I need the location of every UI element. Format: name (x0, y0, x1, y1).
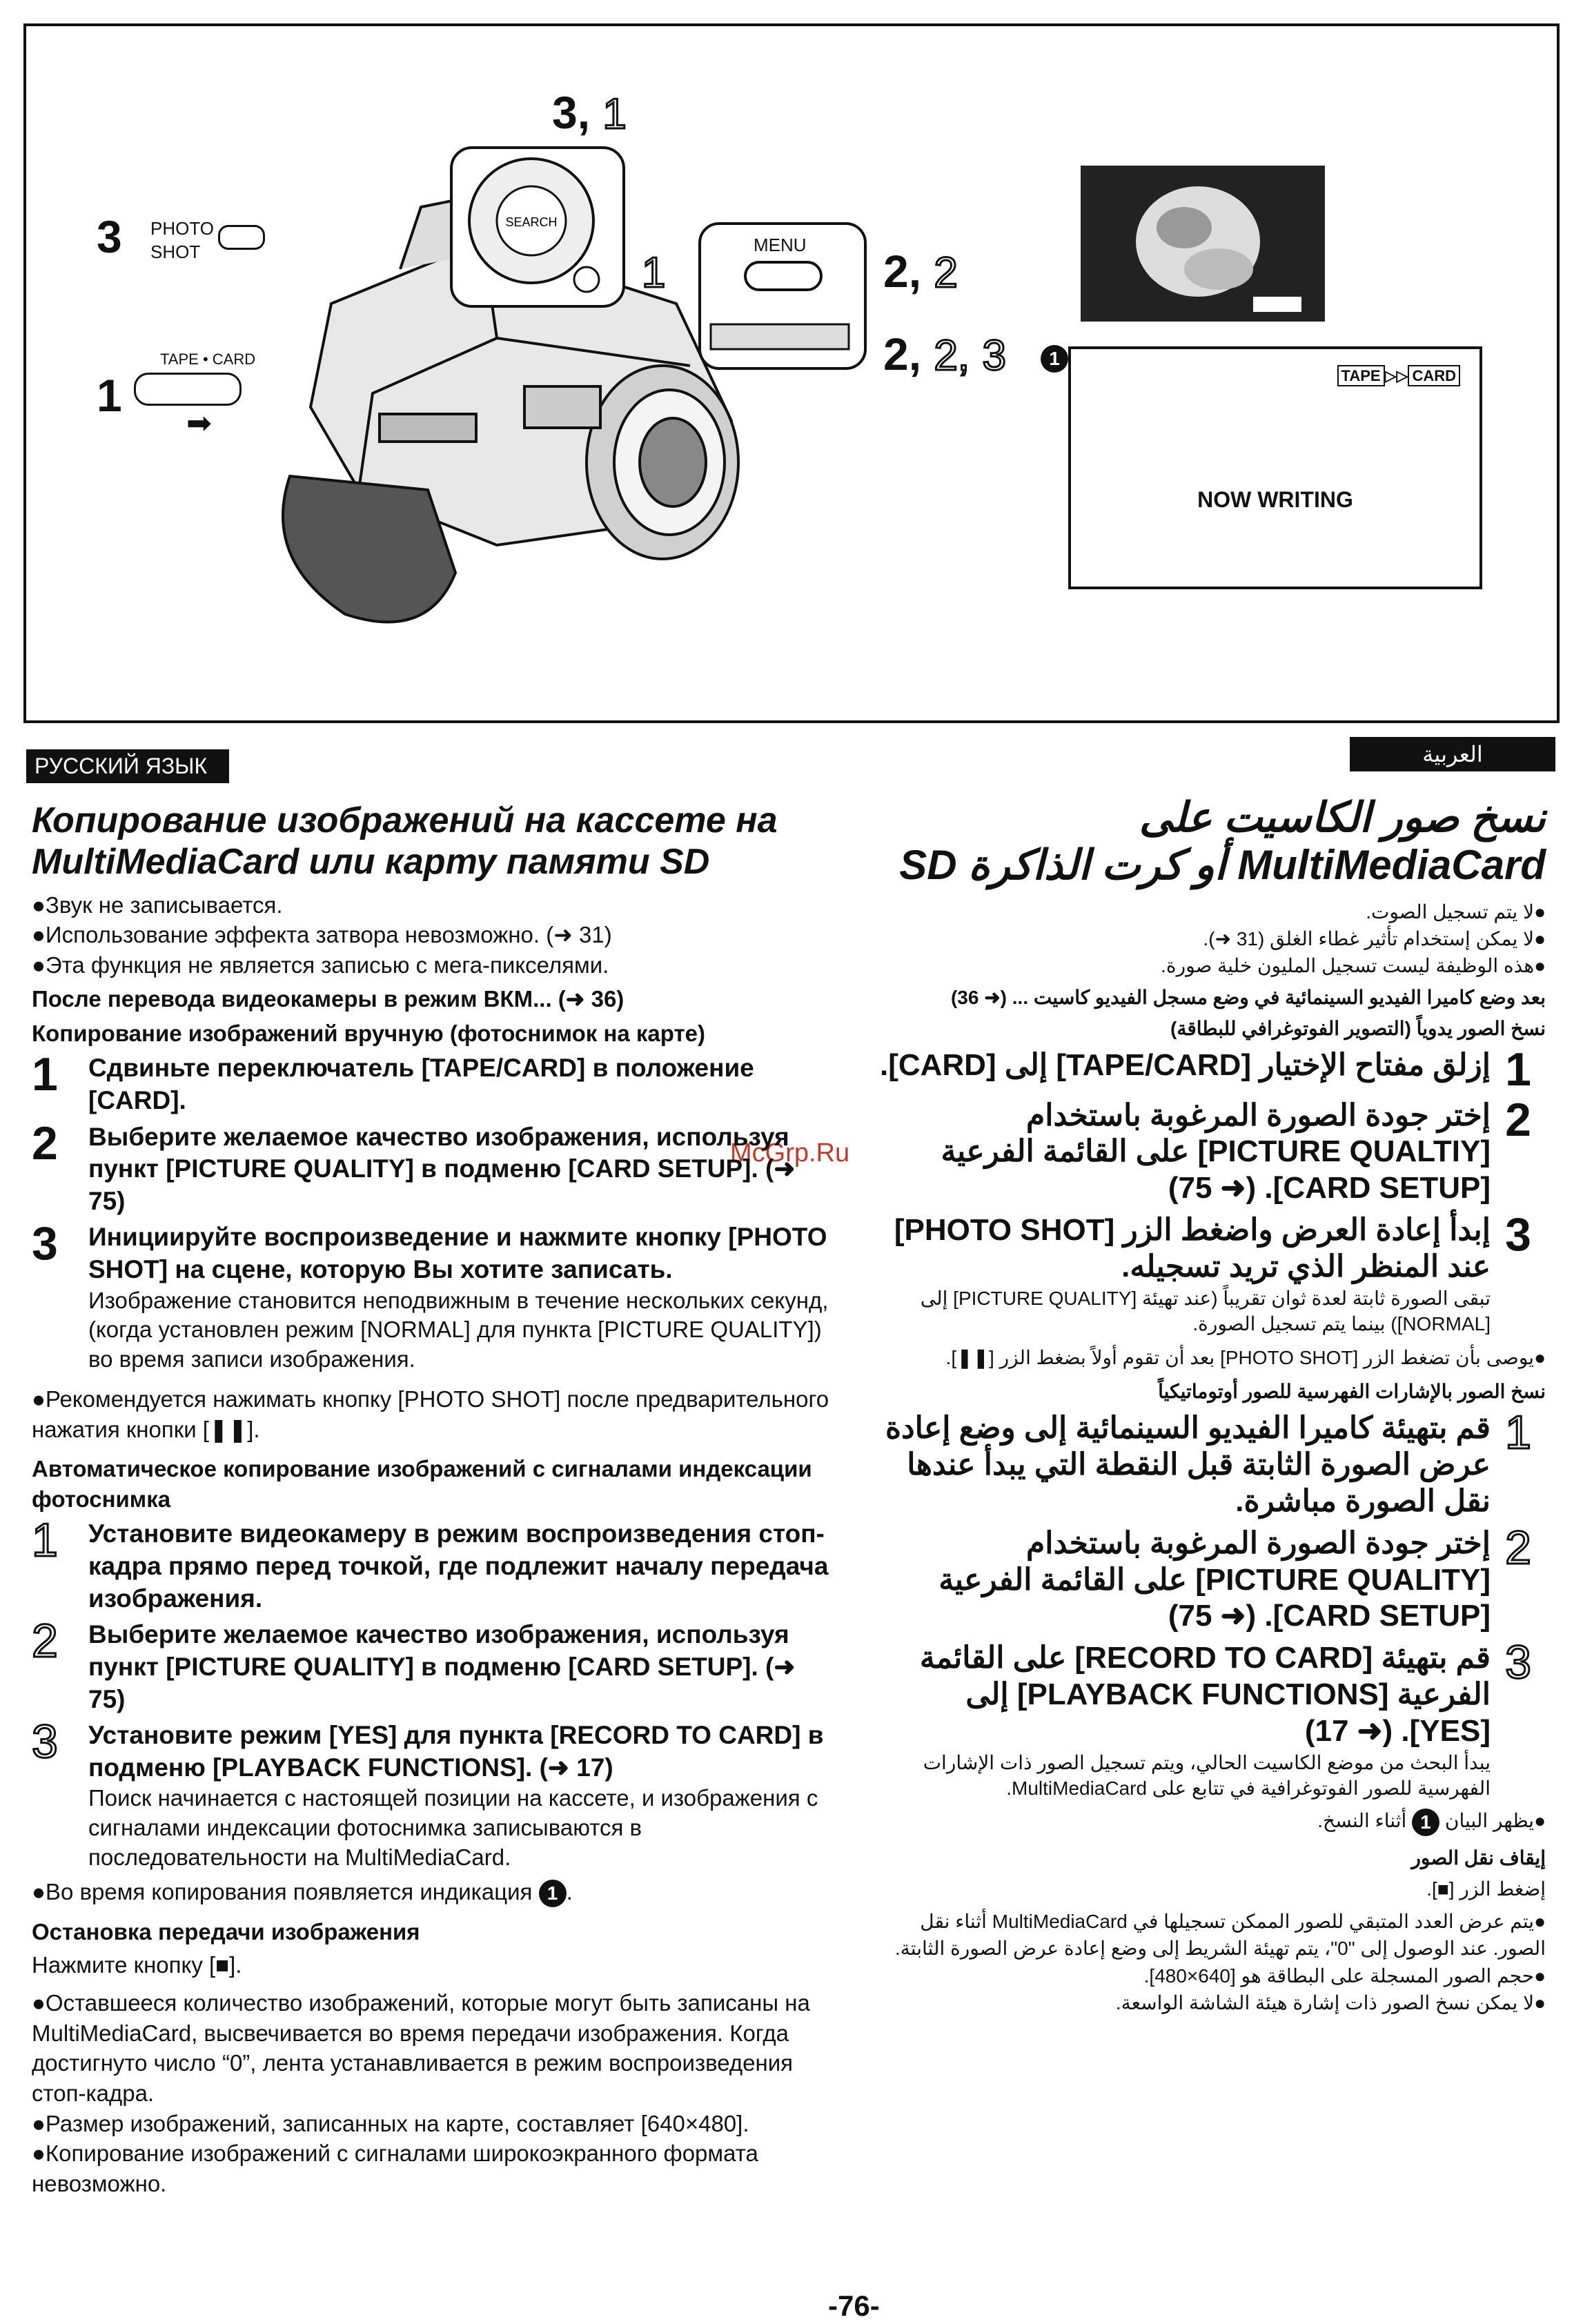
step-number: 2 (32, 1116, 58, 1170)
callout-dial-step: 3, 1 (552, 87, 627, 138)
ru-auto-step (32, 1615, 832, 1715)
step-subtext: Изображение становится неподвижным в течение нескольких секунд, (когда установлен режим [NORMAL] для пункта [PICTURE QUALITY]) во время записи изображения. (88, 1287, 829, 1372)
step-number: 2 (32, 1615, 58, 1668)
ar-final-note: ●لا يمكن نسخ الصور ذات إشارة هيئة الشاشة الواسعة. (1115, 1991, 1546, 2013)
ru-final-note: ●Размер изображений, записанных на карте, составляет [640×480]. (32, 2110, 749, 2136)
ru-auto-step (32, 1514, 832, 1615)
step-number: 2 (1505, 1521, 1531, 1574)
ar-auto-step (876, 1406, 1546, 1519)
step-text: قم بتهيئة [RECORD TO CARD] على القائمة الفرعية [PLAYBACK FUNCTIONS] إلى [YES]. (➜ 17) (919, 1641, 1491, 1748)
ar-auto-step (876, 1521, 1546, 1635)
indicator-badge: 1 (539, 1880, 567, 1907)
language-label-russian: РУССКИЙ ЯЗЫК (26, 749, 229, 783)
ru-manual-note: ●Рекомендуется нажимать кнопку [PHOTO SHOT] после предварительного нажатия кнопки [❚❚]. (32, 1386, 829, 1442)
ar-title: نسخ صور الكاسيت على MultiMediaCard أو كرت الذاكرة SD (899, 794, 1546, 888)
ru-note: ●Звук не записывается. (32, 892, 283, 918)
ar-final-note: ●حجم الصور المسجلة على البطاقة هو [640×480]. (1143, 1964, 1546, 1987)
step-subtext: Поиск начинается с настоящей позиции на кассете, и изображения с сигналами индексации фотоснимка записываются в последовательности на MultiMediaCard. (88, 1785, 818, 1871)
ru-manual-step (32, 1048, 832, 1116)
lcd-status-text: NOW WRITING (1197, 487, 1353, 512)
ar-manual-step (876, 1043, 1546, 1096)
step-text: إبدأ إعادة العرض واضغط الزر [PHOTO SHOT] عند المنظر الذي تريد تسجيله. (894, 1212, 1491, 1283)
ru-stop-text: Нажмите кнопку [■]. (32, 1951, 242, 1978)
language-label-arabic: العربية (1350, 737, 1555, 771)
preview-photo (1081, 166, 1325, 322)
ru-auto-heading: Автоматическое копирование изображений с сигналами индексации фотоснимка (32, 1456, 812, 1512)
watermark: McGrp.Ru (730, 1139, 850, 1168)
step-number: 3 (1505, 1636, 1531, 1689)
step-text: قم بتهيئة كاميرا الفيديو السينمائية إلى وضع إعادة عرض الصورة الثابتة قبل النقطة التي يبدأ عندها نقل الصورة مباشرة. (885, 1411, 1491, 1519)
page-number: -76- (828, 2289, 880, 2322)
step-subtext: يبدأ البحث من موضع الكاسيت الحالي، ويتم تسجيل الصور ذات الإشارات الفهرسية للصور الفوتوغرافية في تتابع على MultiMediaCard. (923, 1751, 1491, 1800)
callout-tape-card: 1 (97, 370, 122, 421)
ru-title: Копирование изображений на кассете на MultiMediaCard или карту памяти SD (32, 800, 778, 882)
step-text: Сдвиньте переключатель [TAPE/CARD] в положение [CARD]. (88, 1054, 754, 1114)
ru-after-mode: После перевода видеокамеры в режим ВКМ... (➜ 36) (32, 986, 625, 1012)
ru-note: ●Использование эффекта затвора невозможно. (➜ 31) (32, 922, 612, 948)
ru-manual-step (32, 1217, 832, 1375)
callout-photo-shot: 3 (97, 211, 122, 262)
russian-column (32, 800, 832, 2198)
ar-auto-note: ●يظهر البيان 1 أثناء النسخ. (876, 1807, 1546, 1836)
ar-auto-heading: نسخ الصور بالإشارات الفهرسية للصور أوتوماتيكياً (1158, 1381, 1546, 1403)
step-text: Установите режим [YES] для пункта [RECORD TO CARD] в подменю [PLAYBACK FUNCTIONS]. (➜ 17) (88, 1721, 824, 1782)
arrow-right-icon: ➡ (186, 406, 212, 440)
ru-final-note: ●Оставшееся количество изображений, которые могут быть записаны на MultiMediaCard, высвечивается во время передачи изображения. Когда достигнуто число “0”, лента устанавливается в режим воспроизведения стоп-кадра. (32, 1990, 810, 2107)
tape-card-indicator: TAPE ▷▷ CARD (1337, 367, 1460, 385)
step-text: إختر جودة الصورة المرغوبة باستخدام [PICTURE QUALTIY] على القائمة الفرعية [CARD SETUP]. (➜ 75) (941, 1098, 1491, 1205)
lcd-indicator-badge: 1 (1041, 345, 1068, 373)
photo-shot-button (218, 225, 265, 250)
step-text: إزلق مفتاح الإختيار [TAPE/CARD] إلى [CARD]. (879, 1047, 1491, 1082)
step-text: Выберите желаемое качество изображения, используя пункт [PICTURE QUALITY] в подменю [CARD SETUP]. (➜ 75) (88, 1620, 796, 1713)
step-text: إختر جودة الصورة المرغوبة باستخدام [PICTURE QUALITY] على القائمة الفرعية [CARD SETUP]. (➜ 75) (938, 1526, 1491, 1633)
ar-auto-step (876, 1636, 1546, 1802)
lcd-card-label: CARD (1408, 365, 1460, 386)
step-subtext: تبقى الصورة ثابتة لعدة ثوان تقريباً (عند تهيئة [PICTURE QUALITY] إلى [NORMAL]) بينما يتم تسجيل الصورة. (920, 1287, 1491, 1335)
step-number: 1 (1505, 1406, 1531, 1459)
step-number: 1 (1505, 1043, 1531, 1096)
tape-card-switch (134, 373, 242, 406)
ar-manual-heading: نسخ الصور يدوياً (التصوير الفوتوغرافي للبطاقة) (1170, 1017, 1546, 1039)
ar-stop-heading: إيقاف نقل الصور (1411, 1847, 1546, 1869)
ar-manual-step (876, 1208, 1546, 1337)
ru-auto-step (32, 1715, 832, 1873)
lcd-screen (1068, 346, 1482, 589)
step-number: 1 (32, 1514, 58, 1567)
ar-manual-note: ●يوصى بأن تضغط الزر [PHOTO SHOT] بعد أن تقوم أولاً بضغط الزر [❚❚]. (945, 1347, 1546, 1369)
step-number: 3 (32, 1715, 58, 1769)
menu-label: MENU (754, 235, 807, 255)
ar-note: ●هذه الوظيفة ليست تسجيل المليون خلية صورة. (1161, 955, 1546, 977)
ru-note: ●Эта функция не является записью с мега-пикселями. (32, 952, 609, 978)
lcd-tape-label: TAPE (1337, 365, 1385, 386)
ar-note: ●لا يمكن إستخدام تأثير غطاء الغلق (31 ➜). (1203, 928, 1546, 950)
dial-label: SEARCH (505, 215, 558, 229)
step-number: 2 (1505, 1093, 1531, 1146)
ru-stop-heading: Остановка передачи изображения (32, 1919, 420, 1945)
photo-shot-label-1: PHOTO (150, 218, 214, 239)
ar-note: ●لا يتم تسجيل الصوت. (1366, 901, 1546, 923)
ru-auto-note: ●Во время копирования появляется индикация 1 . (32, 1877, 832, 1907)
ru-final-note: ●Копирование изображений с сигналами широкоэкранного формата невозможно. (32, 2140, 758, 2196)
step-text: Инициируйте воспроизведение и нажмите кнопку [PHOTO SHOT] на сцене, которую Вы хотите записать. (88, 1223, 827, 1283)
callout-slider: 2, 2, 3 (883, 328, 1006, 380)
arabic-column (876, 794, 1546, 2016)
ar-final-note: ●يتم عرض العدد المتبقي للصور الممكن تسجيلها في MultiMediaCard أثناء نقل الصور. عند الوصول إلى "0"، يتم تهيئة الشريط إلى وضع إعادة عرض الصورة الثابتة. (894, 1911, 1546, 1960)
step-number: 1 (32, 1048, 58, 1101)
step-text: Установите видеокамеру в режим воспроизведения стоп-кадра прямо перед точкой, где подлежит началу передача изображения. (88, 1519, 829, 1613)
ru-manual-heading: Копирование изображений вручную (фотоснимок на карте) (32, 1020, 705, 1046)
callout-menu: 2, 2 (883, 246, 958, 297)
tape-card-label: TAPE • CARD (160, 351, 256, 368)
search-dial-closeup (449, 145, 628, 311)
ru-manual-step (32, 1116, 832, 1218)
indicator-badge: 1 (1412, 1809, 1439, 1836)
step-number: 3 (32, 1217, 58, 1270)
callout-search-button: 1 (642, 249, 666, 297)
step-text: Выберите желаемое качество изображения, используя пункт [PICTURE QUALITY] в подменю [CARD SETUP]. (➜ 75) (88, 1122, 796, 1215)
photo-shot-label-2: SHOT (150, 242, 201, 262)
ar-stop-text: إضغط الزر [■]. (1426, 1878, 1546, 1900)
step-number: 3 (1505, 1208, 1531, 1261)
ar-manual-step (876, 1093, 1546, 1207)
ar-after-mode: بعد وضع كاميرا الفيديو السينمائية في وضع مسجل الفيديو كاسيت ... (➜ 36) (950, 986, 1546, 1008)
